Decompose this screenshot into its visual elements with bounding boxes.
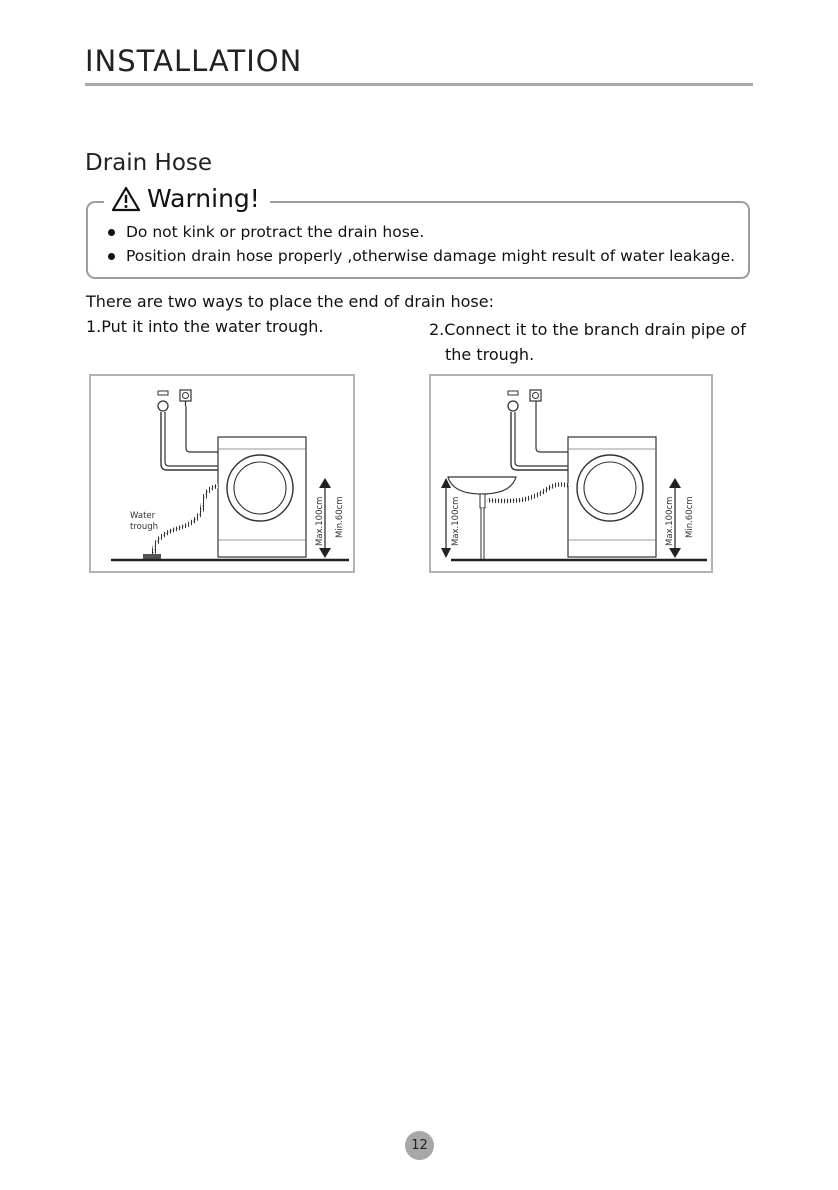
page-number: 12 xyxy=(405,1131,434,1160)
min-height-label: Min.60cm xyxy=(685,496,695,538)
warning-item-text: Do not kink or protract the drain hose. xyxy=(126,223,425,241)
warning-heading xyxy=(104,184,270,213)
figure-water-trough xyxy=(89,374,355,573)
method-one-text: 1.Put it into the water trough. xyxy=(86,317,324,336)
title-divider xyxy=(85,83,753,86)
warning-item xyxy=(108,244,735,268)
washing-machine-icon xyxy=(218,437,306,557)
trough-label-line-2: trough xyxy=(130,522,159,532)
bullet-icon xyxy=(108,253,115,260)
warning-title: Warning! xyxy=(147,184,260,213)
left-max-height-label: Max.100cm xyxy=(451,496,461,546)
warning-item xyxy=(108,220,735,244)
instructions-intro: There are two ways to place the end of drain hose: xyxy=(86,292,494,311)
figure-branch-drain xyxy=(429,374,713,573)
warning-list xyxy=(108,220,735,268)
max-height-label: Max.100cm xyxy=(315,496,325,546)
bullet-icon xyxy=(108,229,115,236)
page-title: INSTALLATION xyxy=(85,44,303,78)
washing-machine-icon xyxy=(568,437,656,557)
method-two-line-2: the trough. xyxy=(445,345,535,364)
method-two-line-1: 2.Connect it to the branch drain pipe of xyxy=(429,320,746,339)
max-height-label: Max.100cm xyxy=(665,496,675,546)
min-height-label: Min.60cm xyxy=(335,496,345,538)
method-two-text xyxy=(429,317,759,367)
warning-item-text: Position drain hose properly ,otherwise damage might result of water leakage. xyxy=(126,247,736,265)
warning-triangle-icon xyxy=(111,186,141,212)
section-title: Drain Hose xyxy=(85,150,213,176)
trough-label-line-1: Water xyxy=(130,511,156,521)
